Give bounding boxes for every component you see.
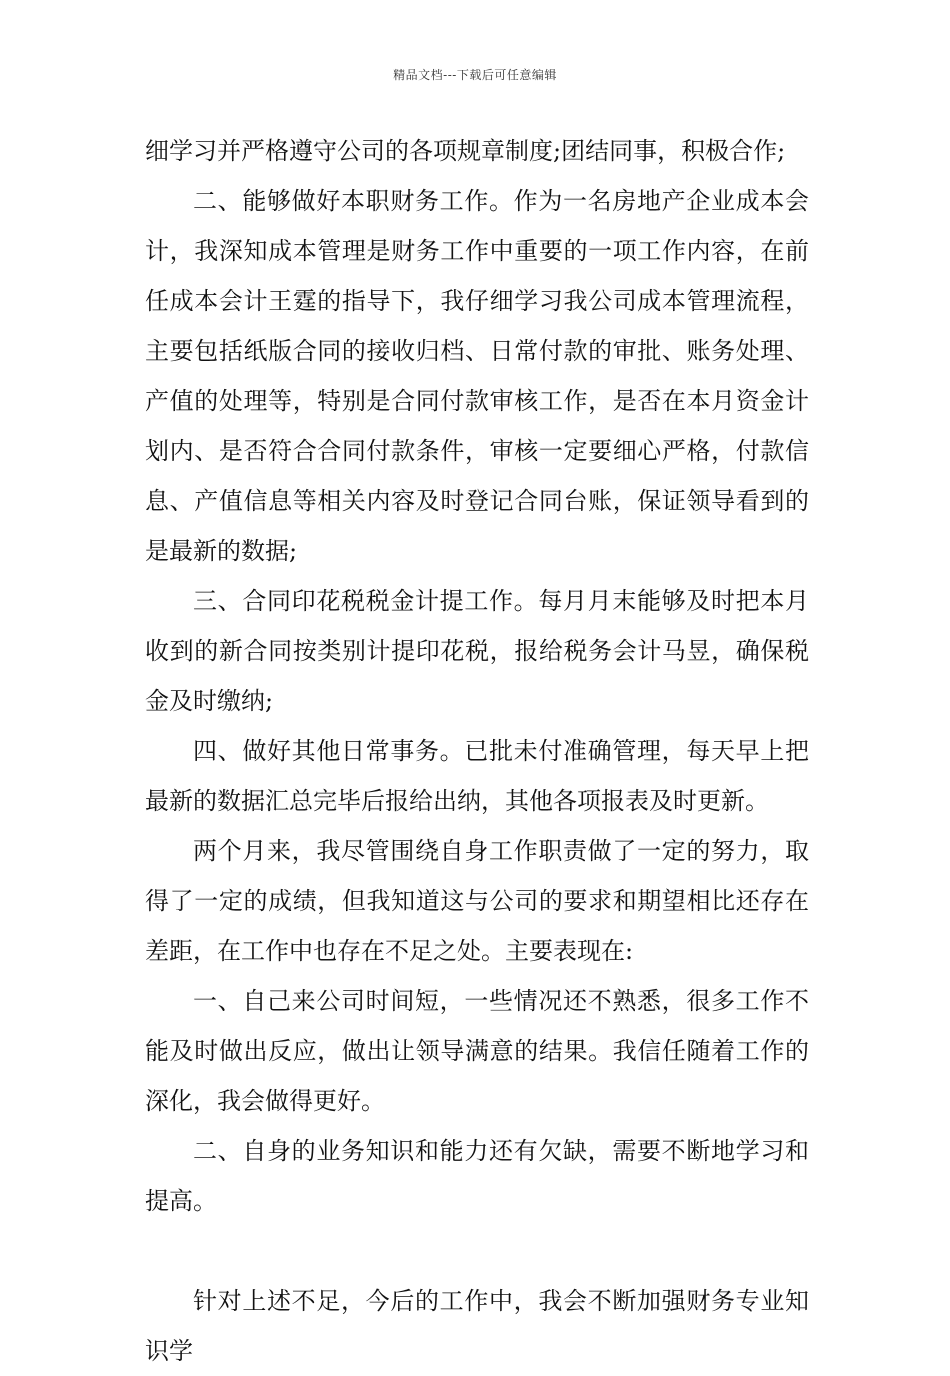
paragraph-shortcoming-1: 一、自己来公司时间短，一些情况还不熟悉，很多工作不能及时做出反应，做出让领导满意的结果。我信任随着工作的深化，我会做得更好。 [145, 987, 809, 1115]
paragraph-improvement: 针对上述不足，今后的工作中，我会不断加强财务专业知识学 [145, 1287, 809, 1365]
document-body [145, 126, 809, 1376]
paragraph-shortcoming-2: 二、自身的业务知识和能力还有欠缺，需要不断地学习和提高。 [145, 1137, 809, 1215]
page-header: 精品文档---下载后可任意编辑 [393, 68, 557, 82]
paragraph-item-2: 二、能够做好本职财务工作。作为一名房地产企业成本会计，我深知成本管理是财务工作中重要的一项工作内容，在前任成本会计王霆的指导下，我仔细学习我公司成本管理流程，主要包括纸版合同的接收归档、日常付款的审批、账务处理、产值的处理等，特别是合同付款审核工作，是否在本月资金计划内、是否符合合同付款条件，审核一定要细心严格，付款信息、产值信息等相关内容及时登记合同台账，保证领导看到的是最新的数据; [145, 187, 809, 565]
paragraph-continuation: 细学习并严格遵守公司的各项规章制度;团结同事，积极合作; [145, 137, 786, 165]
paragraph-summary: 两个月来，我尽管围绕自身工作职责做了一定的努力，取得了一定的成绩，但我知道这与公司的要求和期望相比还存在差距，在工作中也存在不足之处。主要表现在: [145, 837, 809, 965]
paragraph-item-3: 三、合同印花税税金计提工作。每月月末能够及时把本月收到的新合同按类别计提印花税，报给税务会计马昱，确保税金及时缴纳; [145, 587, 809, 715]
paragraph-item-4: 四、做好其他日常事务。已批未付准确管理，每天早上把最新的数据汇总完毕后报给出纳，其他各项报表及时更新。 [145, 737, 809, 815]
